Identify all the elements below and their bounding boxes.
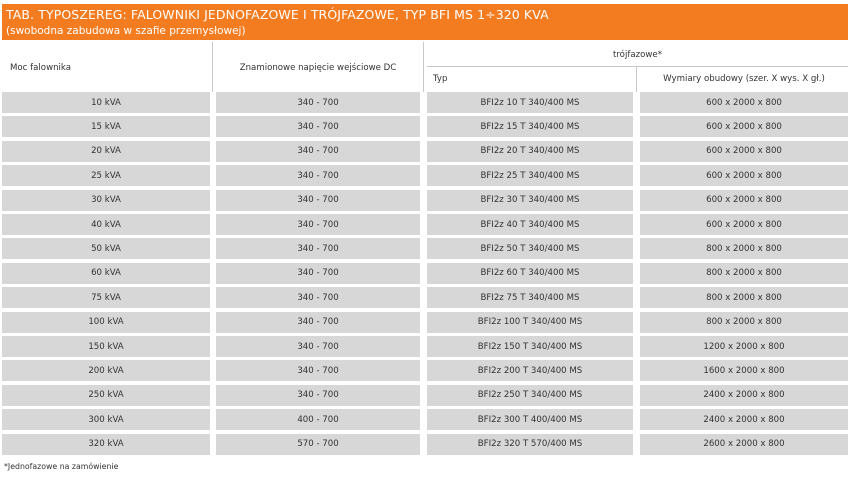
cell-moc: 75 kVA <box>2 287 210 308</box>
table-row <box>2 141 848 162</box>
cell-typ: BFI2z 320 T 570/400 MS <box>427 434 633 455</box>
cell-napiecie: 340 - 700 <box>216 263 420 284</box>
cell-wymiary: 800 x 2000 x 800 <box>640 263 848 284</box>
cell-wymiary: 800 x 2000 x 800 <box>640 287 848 308</box>
cell-napiecie: 340 - 700 <box>216 214 420 235</box>
cell-napiecie: 340 - 700 <box>216 312 420 333</box>
header-moc-label: Moc falownika <box>10 63 72 73</box>
cell-napiecie: 400 - 700 <box>216 409 420 430</box>
cell-typ: BFI2z 15 T 340/400 MS <box>427 116 633 137</box>
cell-typ: BFI2z 300 T 400/400 MS <box>427 409 633 430</box>
cell-moc: 100 kVA <box>2 312 210 333</box>
cell-napiecie: 340 - 700 <box>216 116 420 137</box>
table-row <box>2 238 848 259</box>
cell-napiecie: 340 - 700 <box>216 165 420 186</box>
cell-napiecie: 340 - 700 <box>216 336 420 357</box>
header-divider <box>212 42 213 92</box>
footnote: *Jednofazowe na zamówienie <box>4 462 119 471</box>
cell-typ: BFI2z 20 T 340/400 MS <box>427 141 633 162</box>
cell-napiecie: 340 - 700 <box>216 238 420 259</box>
cell-typ: BFI2z 150 T 340/400 MS <box>427 336 633 357</box>
cell-typ: BFI2z 10 T 340/400 MS <box>427 92 633 113</box>
cell-moc: 250 kVA <box>2 385 210 406</box>
cell-typ: BFI2z 60 T 340/400 MS <box>427 263 633 284</box>
table-row <box>2 409 848 430</box>
table-row <box>2 263 848 284</box>
header-moc <box>10 44 210 92</box>
table-row <box>2 360 848 381</box>
header-divider <box>427 66 848 67</box>
cell-napiecie: 570 - 700 <box>216 434 420 455</box>
cell-wymiary: 2400 x 2000 x 800 <box>640 409 848 430</box>
cell-moc: 30 kVA <box>2 190 210 211</box>
header-napiecie-label: Znamionowe napięcie wejściowe DC <box>239 63 397 73</box>
cell-napiecie: 340 - 700 <box>216 141 420 162</box>
cell-moc: 10 kVA <box>2 92 210 113</box>
cell-napiecie: 340 - 700 <box>216 92 420 113</box>
table-title-banner <box>2 4 848 40</box>
table-row <box>2 434 848 455</box>
cell-wymiary: 600 x 2000 x 800 <box>640 116 848 137</box>
table-row <box>2 92 848 113</box>
cell-moc: 15 kVA <box>2 116 210 137</box>
table-title: TAB. TYPOSZEREG: FALOWNIKI JEDNOFAZOWE I TRÓJFAZOWE, TYP BFI MS 1÷320 KVA <box>6 7 549 22</box>
cell-typ: BFI2z 250 T 340/400 MS <box>427 385 633 406</box>
header-typ-label: Typ <box>433 74 448 84</box>
cell-moc: 320 kVA <box>2 434 210 455</box>
cell-wymiary: 600 x 2000 x 800 <box>640 165 848 186</box>
cell-moc: 150 kVA <box>2 336 210 357</box>
cell-wymiary: 800 x 2000 x 800 <box>640 238 848 259</box>
cell-wymiary: 2600 x 2000 x 800 <box>640 434 848 455</box>
cell-napiecie: 340 - 700 <box>216 287 420 308</box>
header-typ <box>433 68 633 90</box>
cell-wymiary: 600 x 2000 x 800 <box>640 190 848 211</box>
header-divider <box>423 42 424 92</box>
cell-typ: BFI2z 75 T 340/400 MS <box>427 287 633 308</box>
cell-napiecie: 340 - 700 <box>216 360 420 381</box>
cell-wymiary: 600 x 2000 x 800 <box>640 214 848 235</box>
cell-wymiary: 800 x 2000 x 800 <box>640 312 848 333</box>
header-trojfazowe <box>427 44 848 66</box>
cell-moc: 25 kVA <box>2 165 210 186</box>
cell-wymiary: 600 x 2000 x 800 <box>640 141 848 162</box>
cell-typ: BFI2z 40 T 340/400 MS <box>427 214 633 235</box>
table-row <box>2 312 848 333</box>
table-row <box>2 190 848 211</box>
cell-typ: BFI2z 100 T 340/400 MS <box>427 312 633 333</box>
cell-moc: 20 kVA <box>2 141 210 162</box>
cell-moc: 40 kVA <box>2 214 210 235</box>
cell-napiecie: 340 - 700 <box>216 385 420 406</box>
cell-typ: BFI2z 25 T 340/400 MS <box>427 165 633 186</box>
cell-typ: BFI2z 50 T 340/400 MS <box>427 238 633 259</box>
header-napiecie <box>216 44 420 92</box>
table-row <box>2 385 848 406</box>
table-subtitle: (swobodna zabudowa w szafie przemysłowej) <box>6 25 246 37</box>
cell-wymiary: 2400 x 2000 x 800 <box>640 385 848 406</box>
cell-moc: 200 kVA <box>2 360 210 381</box>
header-wymiary <box>640 68 848 90</box>
table-row <box>2 214 848 235</box>
cell-wymiary: 1600 x 2000 x 800 <box>640 360 848 381</box>
table-row <box>2 287 848 308</box>
cell-napiecie: 340 - 700 <box>216 190 420 211</box>
cell-typ: BFI2z 200 T 340/400 MS <box>427 360 633 381</box>
table-row <box>2 165 848 186</box>
cell-moc: 300 kVA <box>2 409 210 430</box>
table-row <box>2 336 848 357</box>
cell-typ: BFI2z 30 T 340/400 MS <box>427 190 633 211</box>
header-trojfazowe-label: trójfazowe* <box>612 50 663 60</box>
cell-wymiary: 600 x 2000 x 800 <box>640 92 848 113</box>
header-wymiary-label: Wymiary obudowy (szer. X wys. X gł.) <box>663 74 825 84</box>
cell-wymiary: 1200 x 2000 x 800 <box>640 336 848 357</box>
cell-moc: 60 kVA <box>2 263 210 284</box>
cell-moc: 50 kVA <box>2 238 210 259</box>
header-divider <box>636 66 637 92</box>
table-row <box>2 116 848 137</box>
